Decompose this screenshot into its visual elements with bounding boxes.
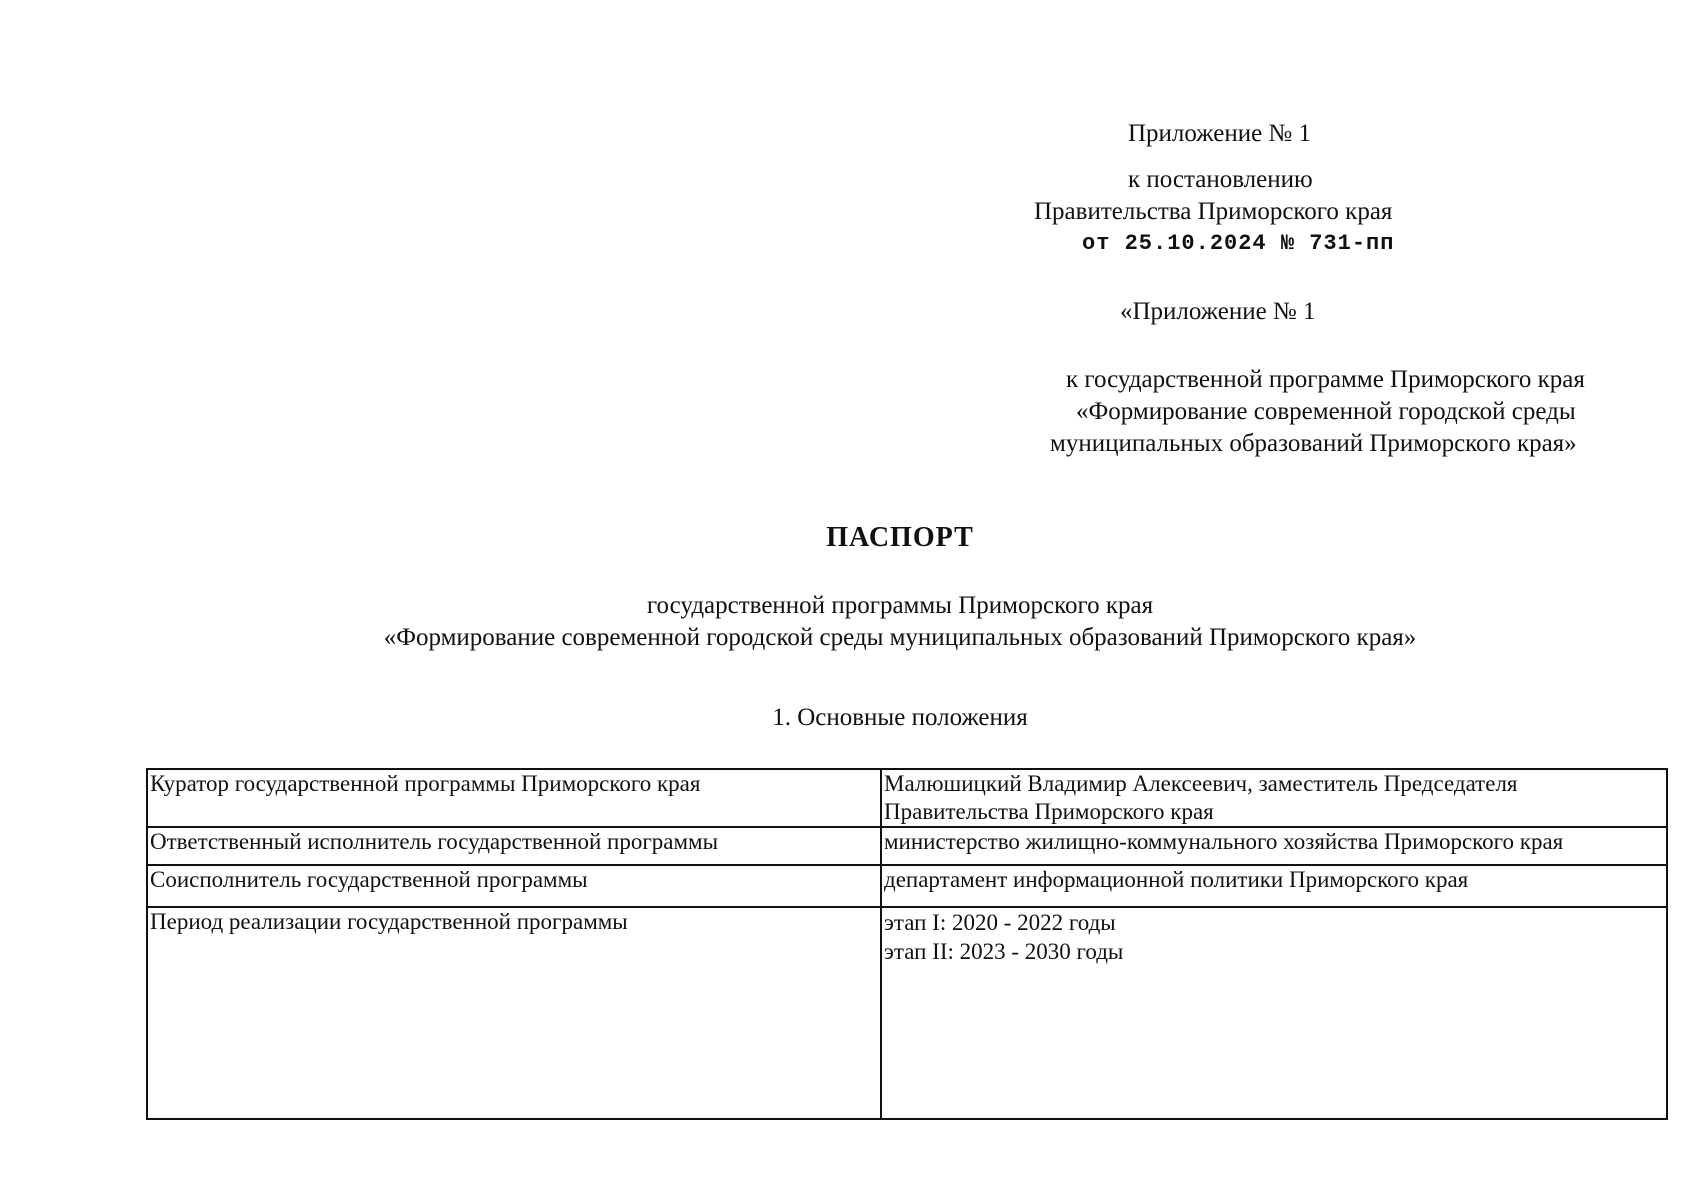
- section-heading: 1. Основные положения: [772, 704, 1028, 731]
- government-line: Правительства Приморского края: [1034, 198, 1393, 225]
- table-cell-value: [881, 907, 1667, 1119]
- passport-title: ПАСПОРТ: [826, 522, 974, 553]
- program-reference-line-1: к государственной программе Приморского края: [1066, 366, 1585, 393]
- passport-subtitle: [0, 590, 1696, 654]
- basic-provisions-table: [146, 768, 1668, 1120]
- program-reference-line-2: «Формирование современной городской среды: [1076, 398, 1576, 425]
- table-cell-value-line: этап I: 2020 - 2022 годы: [884, 910, 1116, 935]
- table-cell-label: Соисполнитель государственной программы: [147, 865, 881, 907]
- table-cell-value-line: министерство жилищно-коммунального хозяйства Приморского края: [884, 829, 1564, 854]
- table-cell-label: Куратор государственной программы Приморского края: [147, 769, 881, 827]
- date-number-line: от 25.10.2024 № 731-пп: [1082, 231, 1395, 256]
- table-row: [147, 865, 1667, 907]
- passport-subtitle-line-1: государственной программы Приморского края: [646, 592, 1154, 619]
- program-reference-line-3: муниципальных образований Приморского края»: [1050, 430, 1577, 457]
- appendix-label: Приложение № 1: [1128, 120, 1312, 147]
- table-cell-value-line: департамент информационной политики Приморского края: [884, 867, 1469, 892]
- table-cell-value-line: Малюшицкий Владимир Алексеевич, заместитель Председателя: [884, 771, 1518, 796]
- passport-subtitle-line-2: «Формирование современной городской среды муниципальных образований Приморского края»: [383, 624, 1417, 651]
- table-row: [147, 769, 1667, 827]
- table-cell-value: [881, 865, 1667, 907]
- table-cell-value-line: этап II: 2023 - 2030 годы: [884, 939, 1124, 964]
- table-row: [147, 907, 1667, 1119]
- table-cell-value: [881, 769, 1667, 827]
- table-cell-value-line: Правительства Приморского края: [884, 799, 1214, 824]
- inner-appendix-label: «Приложение № 1: [1120, 298, 1316, 325]
- table-cell-label: Период реализации государственной программы: [147, 907, 881, 1119]
- table-cell-label: Ответственный исполнитель государственной программы: [147, 827, 881, 865]
- table-row: [147, 827, 1667, 865]
- table-cell-value: [881, 827, 1667, 865]
- to-resolution-line: к постановлению: [1128, 166, 1313, 193]
